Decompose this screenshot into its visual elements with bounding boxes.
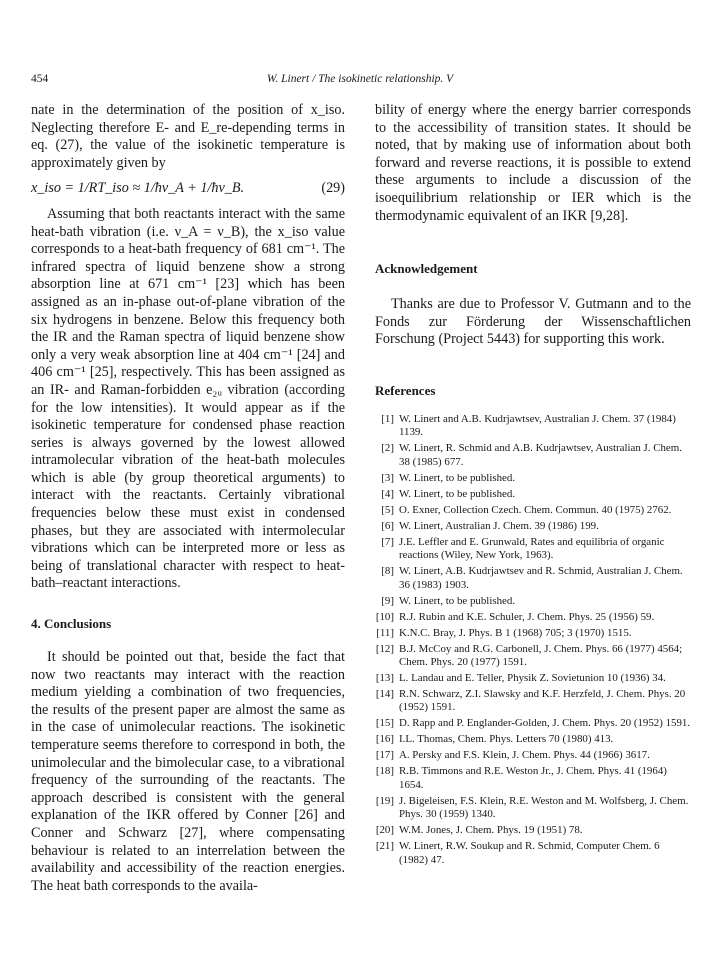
equation-text: x_iso = 1/RT_iso ≈ 1/ħν_A + 1/ħν_B. — [31, 180, 245, 197]
reference-text: W. Linert, Australian J. Chem. 39 (1986) 199. — [399, 519, 599, 532]
paragraph-continued: bility of energy where the energy barrier corresponds to the accessibility of transition states. It should be noted, that by making use of information about both forward and reverse reactions, it is possible to extend these arguments to include a discussion of the isoequilibrium relationship or IER which is the thermodynamic equivalent of an IKR [9,28]. — [375, 102, 691, 224]
reference-number: [4] — [381, 487, 394, 500]
reference-number: [6] — [381, 519, 394, 532]
reference-text: R.B. Timmons and R.E. Weston Jr., J. Chem. Phys. 41 (1964) 1654. — [399, 765, 667, 791]
running-head: W. Linert / The isokinetic relationship. V — [266, 73, 454, 85]
reference-text: K.N.C. Bray, J. Phys. B 1 (1968) 705; 3 (1970) 1515. — [399, 626, 632, 639]
reference-number: [21] — [375, 840, 394, 853]
acknowledgement-heading: Acknowledgement — [375, 261, 478, 277]
left-column — [31, 102, 345, 895]
reference-text: W.M. Jones, J. Chem. Phys. 19 (1951) 78. — [399, 824, 583, 837]
reference-number: [20] — [375, 824, 394, 837]
reference-text: J. Bigeleisen, F.S. Klein, R.E. Weston and M. Wolfsberg, J. Chem. Phys. 30 (1959) 1340. — [399, 794, 689, 821]
reference-text: R.N. Schwarz, Z.I. Slawsky and K.F. Herzfeld, J. Chem. Phys. 20 (1952) 1591. — [399, 687, 686, 714]
reference-text: W. Linert and A.B. Kudrjawtsev, Australian J. Chem. 37 (1984) 1139. — [399, 412, 676, 439]
reference-text: J.E. Leffler and E. Grunwald, Rates and equilibria of organic reactions (Wiley, New York, 1963). — [399, 535, 665, 562]
reference-number: [17] — [375, 749, 394, 762]
paragraph-heat-bath: Assuming that both reactants interact with the same heat-bath vibration (i.e. ν_A = ν_B), the x_iso value corresponds to a heat-bath frequency of 681 cm⁻¹. The infrared spectra of liquid benzene show a strong absorption line at 671 cm⁻¹ [23] which has been assigned as an in-phase out-of-plane vibration of the six hydrogens in benzene. Below this frequency both the IR and the Raman spectra of liquid benzene show only a very weak absorption line at 404 cm⁻¹ [24] and 406 cm⁻¹ [25], respectively. This has been assigned as an IR- and Raman-forbidden e₂ᵤ vibration (according for the low intensities). It would appear as if the isokinetic temperature for condensed phase reaction series is always governed by the lowest allowed intramolecular vibration of the heat-bath molecules which is able (by group theoretical arguments) to interact with the reactants. Certainly vibrational frequencies below these must exist in condensed phases, but they are associated with intermolecular vibrations which can be interpreted more or less as being of translational character with respect to heat-bath–reactant interactions. — [31, 205, 345, 592]
reference-number: [14] — [375, 687, 394, 700]
reference-text: W. Linert, to be published. — [399, 594, 516, 607]
references-heading: References — [375, 382, 436, 398]
reference-text: B.J. McCoy and R.G. Carbonell, J. Chem. Phys. 66 (1977) 4564; Chem. Phys. 20 (1977) 1591. — [399, 642, 683, 668]
reference-number: [9] — [381, 594, 394, 607]
reference-text: D. Rapp and P. Englander-Golden, J. Chem. Phys. 20 (1952) 1591. — [399, 717, 691, 730]
reference-text: O. Exner, Collection Czech. Chem. Commun. 40 (1975) 2762. — [399, 503, 672, 516]
reference-number: [13] — [375, 671, 394, 684]
reference-number: [3] — [381, 471, 394, 484]
reference-item — [375, 733, 691, 746]
reference-number: [7] — [381, 535, 394, 548]
reference-item — [375, 717, 691, 730]
reference-text: R.J. Rubin and K.E. Schuler, J. Chem. Phys. 25 (1956) 59. — [399, 610, 655, 623]
reference-item — [375, 595, 691, 608]
reference-item — [375, 413, 691, 440]
reference-item — [375, 824, 691, 837]
reference-text: W. Linert, R.W. Soukup and R. Schmid, Computer Chem. 6 (1982) 47. — [399, 840, 660, 866]
reference-item — [375, 504, 691, 517]
paragraph-conclusions: It should be pointed out that, beside the fact that now two reactants may interact with the reaction medium yielding a combination of two frequencies, the results of the present paper are almost the same as in the case of unimolecular reactions. The isokinetic temperature seems therefore to correspond in both, the unimolecular and the bimolecular case, to a vibrational frequency of the surrounding of the reactants. The approach described is consistent with the general explanation of the IKR offered by Conner [26] and Conner and Schwarz [27], where compensating behaviour is related to an interrelation between the availability and accessibility of the reaction energies. The heat bath corresponds to the availa- — [31, 649, 345, 894]
reference-text: W. Linert, A.B. Kudrjawtsev and R. Schmid, Australian J. Chem. 36 (1983) 1903. — [399, 565, 683, 591]
acknowledgement-text: Thanks are due to Professor V. Gutmann and to the Fonds zur Förderung der Wissenschaftlichen Forschung (Project 5443) for supporting this work. — [375, 296, 691, 348]
reference-number: [2] — [381, 442, 394, 455]
reference-list — [375, 413, 691, 867]
reference-text: A. Persky and F.S. Klein, J. Chem. Phys. 44 (1966) 3617. — [399, 749, 650, 762]
reference-item — [375, 565, 691, 592]
reference-number: [1] — [381, 412, 394, 425]
reference-item — [375, 442, 691, 469]
reference-number: [8] — [381, 565, 394, 578]
page-number: 454 — [31, 73, 49, 85]
reference-text: W. Linert, to be published. — [399, 487, 516, 500]
reference-number: [16] — [375, 733, 394, 746]
reference-item — [375, 688, 691, 715]
reference-item — [375, 795, 691, 822]
reference-item — [375, 520, 691, 533]
reference-text: I.L. Thomas, Chem. Phys. Letters 70 (1980) 413. — [399, 733, 614, 746]
reference-number: [5] — [381, 503, 394, 516]
reference-item — [375, 840, 691, 867]
paragraph-intro: nate in the determination of the position of x_iso. Neglecting therefore E- and E_re-depending terms in eq. (27), the value of the isokinetic temperature is approximately given by — [31, 102, 345, 171]
reference-item — [375, 672, 691, 685]
reference-text: L. Landau and E. Teller, Physik Z. Sovietunion 10 (1936) 34. — [399, 671, 666, 684]
reference-number: [10] — [375, 610, 394, 623]
reference-number: [18] — [375, 765, 394, 778]
reference-text: W. Linert, to be published. — [399, 471, 516, 484]
reference-number: [19] — [375, 794, 394, 807]
reference-text: W. Linert, R. Schmid and A.B. Kudrjawtsev, Australian J. Chem. 38 (1985) 677. — [399, 442, 682, 468]
reference-number: [15] — [375, 717, 394, 730]
reference-item — [375, 627, 691, 640]
reference-number: [11] — [376, 626, 394, 639]
equation-number: (29) — [321, 180, 345, 197]
equation-29 — [31, 180, 345, 198]
reference-item — [375, 749, 691, 762]
reference-item — [375, 611, 691, 624]
reference-item — [375, 488, 691, 501]
reference-item — [375, 765, 691, 792]
right-column — [375, 102, 691, 870]
reference-item — [375, 472, 691, 485]
section-heading-conclusions: 4. Conclusions — [31, 616, 112, 632]
reference-item — [375, 643, 691, 670]
reference-number: [12] — [375, 642, 394, 655]
reference-item — [375, 536, 691, 563]
